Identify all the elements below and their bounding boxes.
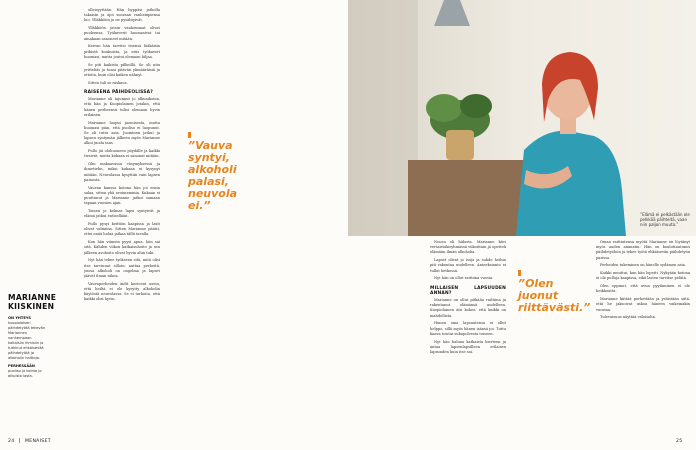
- paragraph: Pullo pysyi keittiön kaapissa ja lasit olivat valmiina. Sitten Marianne päätti, ettei enää halua jatkaa tällä tavalla.: [84, 222, 160, 237]
- paragraph: Marianne oli tajunnut jo alkuaikoina, että hän ja Kuopiolainen jotakin, että hänen perheensä tulisi olemaan hyvin erilainen.: [84, 97, 160, 117]
- pull-quote-text: ”Vauva syntyi, alkoholi palasi, neuvola ei.”: [188, 139, 238, 212]
- paragraph: Pullo jäi olohuoneen pöydälle ja kaikki tiesivät, mutta kukaan ei sanonut mitään.: [84, 149, 160, 159]
- paragraph: Se piti kaikista pilkeillä. Se oli niin yritteliäs ja tunsi pitävän ylimääräisiä ja otteita, kuin olisi kaiken nähnyt.: [84, 62, 160, 78]
- portrait-image: [348, 0, 696, 236]
- section-subhead: RAISEENA PÄIHDEOLISSA?: [84, 90, 153, 96]
- photo-caption: ”Elämä ei pelkästään ole pelkkää päihteitä, vaan niin paljon muuta.”: [640, 212, 690, 228]
- paragraph: Marianne luopui juomisesta, mutta huomasi pian, että puoliso ei luopunut. Se oli tuttu asia. Juominen jatkui ja lapsen syntymän jälkeen myös Marianne alkoi juoda taas.: [84, 120, 160, 146]
- paragraph: Ylläkköön jatsin vanhemmat olivat puoleensa. Työkaverit huomasivat tai ainakaan sanoneet mitään.: [84, 26, 160, 41]
- paragraph: Lapset olivat jo isoja ja suhde heihin piti rakentaa uudelleen. Anteeksianto ei tullut hetkessä.: [430, 258, 506, 273]
- section-subhead: MILLAISEN LAPSUUDEN ANNAN?: [430, 285, 506, 296]
- quote-accent-bar: [188, 132, 191, 138]
- paragraph: Nyt hän tekee työkseen sitä, mitä olisi itse tarvinnut silloin: auttaa perheitä, joissa alkoholi on ongelma ja lapset jäävät ilman tukea.: [84, 258, 160, 279]
- paragraph: Kerran hän tarvitsi itsensä lääkäriin pitkistä koukuista, ja eräs työkaveri huomasi, mutta joutui olemaan hiljaa.: [84, 44, 160, 59]
- paragraph: Nyt hän on ollut raittiina vuosia.: [434, 276, 494, 281]
- paragraph: Nyt hän haluaa katkaista kierteen ja antaa lapsenlapsilleen erilaisen lapsuuden kuin itse sai.: [430, 339, 506, 355]
- paragraph: Tulevaisuus näyttää valoisalta.: [600, 315, 657, 320]
- sidebar-fact: ON YHTEYS kuopiolaisen päihdetyötä tekevän Mariannen vanhempaan kaltaisiin ihmisiin ja tutkinut ehkäisevää päihdetyötä ja alkoholin haittoja.: [8, 316, 46, 360]
- paragraph: Kun hän viimein pyysi apua, hän sai sitä. Kahden viikon katkaisuhoito ja sen jälkeen avohoito olivat hyvin alun tuki.: [84, 240, 160, 255]
- paragraph: Nousu oli hidasta. Marianne kävi vertaistukiryhmässä viikoittain ja opetteli elämään ilman alkoholia.: [430, 240, 506, 255]
- paragraph: Toinen ja kolmas lapsi syntyivät ja elämä jatkui entisellään.: [84, 209, 160, 219]
- paragraph: Perheiden tukeminen on hänelle sydämen asia.: [600, 263, 686, 268]
- paragraph: Hänen oma lapsuutensa ei ollut helppo, sillä myös hänen isänsä joi. Tuttu kaava toistui sukupolvesta toiseen.: [430, 321, 506, 336]
- pull-quote: [188, 132, 248, 212]
- paragraph: Olen oppinut, että avun pyytäminen ei ole heikkoutta.: [596, 284, 690, 294]
- paragraph: olleisyyttään. Hän hyppäsi jatkolla takaisin ja ajoi suoraan vanhempiensa luo. Ylläkköiin ja ne pysähtyivät.: [84, 8, 160, 23]
- paragraph: Kaikki muuttui, kun hän lopetti. Nykyään kotona ei ole pulloja kaapissa, eikä lasten tarvitse pelätä.: [596, 271, 690, 281]
- sidebar-name: MARIANNE KIISKINEN: [8, 293, 57, 311]
- quote-accent-bar: [518, 270, 521, 276]
- page-folio-right: [676, 439, 682, 444]
- paragraph: Sitten tuli se raskaus.: [88, 80, 128, 85]
- article-column-5: [596, 240, 690, 440]
- article-column-4: [430, 240, 506, 440]
- paragraph: Marianne kiittää perhettään ja ystäviään siitä, että he jaksoivat uskoa häneen vaikeinakin vuosina.: [596, 297, 690, 312]
- page-folio-left: [8, 438, 51, 444]
- paragraph: Vauvaperheiden äidit kertovat usein, että heiltä ei ole kysytty alkoholin käytöstä neuvolassa. Se ei tarkoita, että kaikki olisi hyvin.: [84, 281, 160, 302]
- pull-quote-2: [518, 270, 591, 314]
- paragraph: Oman raittiutensa myötä Marianne on löytänyt myös uuden ammatin. Hän on kouluttautunut päihdetyöhön ja tekee työtä ehkäisevän päihdetyön parissa.: [596, 240, 690, 260]
- portrait-photo: [348, 0, 696, 236]
- paragraph: Olin makaavassa väsymyksessä ja ihmettelin, miksi kukaan ei kysynyt mitään. Neuvolassa kysyttiin vain lapsen painosta.: [84, 162, 160, 182]
- magazine-name: MENAISET: [24, 439, 51, 444]
- page-number: 25: [676, 439, 683, 444]
- paragraph: Marianne on ollut pitkään raittiina ja rakentanut elämänsä uudelleen. Kuopiolainen äiti kokee, että kaikki on mahdollista.: [430, 298, 506, 318]
- page-number: 24: [8, 439, 15, 444]
- sidebar-fact: PERHESSÄÄN puoliso ja kolme jo aikuista lasta.: [8, 364, 42, 378]
- pull-quote-text: ”Olen juonut riittävästi.”: [518, 277, 591, 314]
- article-column-1: [84, 8, 160, 440]
- sidebar-facts: [8, 316, 46, 379]
- paragraph: Vauvan kanssa kotona hän joi ensin salaa, sitten yhä avoimemmin. Kukaan ei puuttunut ja Marianne jatkoi samaan tapaan vuosien ajan.: [84, 185, 160, 206]
